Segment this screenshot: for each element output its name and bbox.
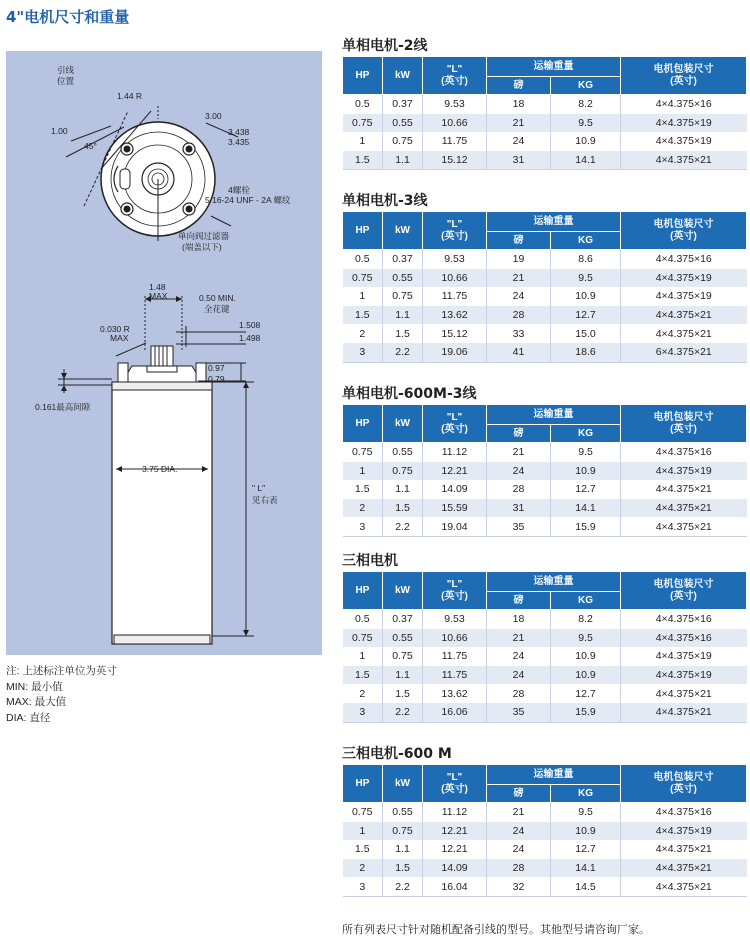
- table-cell: 0.75: [343, 629, 383, 648]
- table-cell: 1.5: [343, 840, 383, 859]
- table-cell: 0.75: [383, 132, 423, 151]
- table-cell: 15.9: [551, 703, 621, 722]
- col-L-label: "L": [446, 411, 463, 423]
- table-cell: 21: [487, 443, 551, 462]
- table-cell: 14.1: [551, 859, 621, 878]
- table-row: [343, 629, 747, 648]
- table-cell: 28: [487, 480, 551, 499]
- table-cell: 4×4.375×21: [621, 703, 747, 722]
- table-row: [343, 877, 747, 896]
- section-title: 三相电机-600 M: [342, 746, 452, 762]
- table-cell: 1: [343, 822, 383, 841]
- table-cell: 19: [487, 250, 551, 269]
- table-cell: 12.7: [551, 306, 621, 325]
- col-L-unit: (英寸): [441, 75, 468, 87]
- footnote: 所有列表尺寸针对随机配备引线的型号。其他型号请咨询厂家。: [342, 924, 650, 936]
- table-cell: 0.75: [343, 443, 383, 462]
- table-cell: 0.5: [343, 610, 383, 629]
- col-L-unit: (英寸): [441, 230, 468, 242]
- table-cell: 4×4.375×19: [621, 647, 747, 666]
- table-cell: 24: [487, 647, 551, 666]
- col-hp: HP: [343, 57, 383, 95]
- table-cell: 4×4.375×19: [621, 822, 747, 841]
- table-cell: 12.21: [423, 840, 487, 859]
- table-cell: 1: [343, 132, 383, 151]
- table-cell: 14.1: [551, 151, 621, 170]
- table-cell: 3: [343, 877, 383, 896]
- col-L-label: "L": [446, 63, 463, 75]
- table-cell: 0.75: [383, 462, 423, 481]
- lbl-lead: 引线: [57, 65, 75, 75]
- table-cell: 2.2: [383, 343, 423, 362]
- motor-dimension-diagram: [6, 51, 322, 655]
- col-L-unit: (英寸): [441, 783, 468, 795]
- col-hp: HP: [343, 212, 383, 250]
- table-cell: 12.7: [551, 480, 621, 499]
- col-L-unit: (英寸): [441, 423, 468, 435]
- table-cell: 11.75: [423, 132, 487, 151]
- table-cell: 1.5: [343, 666, 383, 685]
- table-cell: 2: [343, 499, 383, 518]
- table-cell: 13.62: [423, 684, 487, 703]
- table-cell: 0.75: [383, 647, 423, 666]
- table-cell: 2: [343, 859, 383, 878]
- table-cell: 3: [343, 517, 383, 536]
- table-cell: 10.66: [423, 629, 487, 648]
- table-row: [343, 132, 747, 151]
- spec-section: [342, 551, 746, 723]
- lbl-filter-note: (端盖以下): [182, 242, 222, 252]
- table-cell: 4×4.375×21: [621, 324, 747, 343]
- table-cell: 4×4.375×16: [621, 250, 747, 269]
- table-cell: 4×4.375×21: [621, 840, 747, 859]
- table-cell: 2: [343, 324, 383, 343]
- table-cell: 6×4.375×21: [621, 343, 747, 362]
- table-row: [343, 269, 747, 288]
- col-hp: HP: [343, 572, 383, 610]
- table-cell: 4×4.375×19: [621, 287, 747, 306]
- table-cell: 10.9: [551, 822, 621, 841]
- col-pack-label: 电机包装尺寸: [653, 578, 714, 590]
- table-row: [343, 324, 747, 343]
- table-cell: 8.2: [551, 95, 621, 114]
- col-pack-label: 电机包装尺寸: [653, 771, 714, 783]
- table-cell: 1.1: [383, 306, 423, 325]
- table-cell: 11.75: [423, 666, 487, 685]
- table-row: [343, 822, 747, 841]
- table-cell: 13.62: [423, 306, 487, 325]
- lbl-d1508: 1.508: [239, 320, 261, 330]
- col-kw: kW: [383, 765, 423, 803]
- note-line: MIN: 最小值: [6, 680, 63, 693]
- table-cell: 4×4.375×19: [621, 114, 747, 133]
- lbl-max2: MAX: [110, 333, 129, 343]
- table-cell: 28: [487, 306, 551, 325]
- table-cell: 12.21: [423, 462, 487, 481]
- table-row: [343, 443, 747, 462]
- table-cell: 24: [487, 840, 551, 859]
- table-cell: 35: [487, 703, 551, 722]
- table-cell: 0.37: [383, 610, 423, 629]
- table-cell: 0.55: [383, 269, 423, 288]
- table-cell: 10.9: [551, 287, 621, 306]
- section-title: 单相电机-2线: [342, 38, 428, 54]
- table-row: [343, 250, 747, 269]
- table-cell: 21: [487, 114, 551, 133]
- col-weight: 运输重量: [487, 765, 621, 785]
- table-row: [343, 287, 747, 306]
- table-cell: 14.09: [423, 859, 487, 878]
- spec-section: [342, 384, 746, 537]
- table-cell: 12.7: [551, 840, 621, 859]
- table-cell: 1.1: [383, 151, 423, 170]
- table-cell: 8.2: [551, 610, 621, 629]
- table-cell: 0.75: [343, 803, 383, 822]
- table-cell: 19.04: [423, 517, 487, 536]
- table-cell: 15.59: [423, 499, 487, 518]
- table-cell: 14.5: [551, 877, 621, 896]
- table-row: [343, 610, 747, 629]
- table-cell: 1.5: [343, 306, 383, 325]
- table-cell: 4×4.375×21: [621, 684, 747, 703]
- table-row: [343, 499, 747, 518]
- table-cell: 0.75: [343, 114, 383, 133]
- lbl-d050: 0.50 MIN.: [199, 293, 236, 303]
- table-cell: 31: [487, 151, 551, 170]
- section-title: 单相电机-3线: [342, 193, 428, 209]
- col-weight: 运输重量: [487, 405, 621, 425]
- table-row: [343, 114, 747, 133]
- col-L-label: "L": [446, 218, 463, 230]
- lbl-dia: 3.75 DIA.: [142, 464, 178, 474]
- table-cell: 15.12: [423, 324, 487, 343]
- col-kg: KG: [551, 232, 621, 250]
- table-row: [343, 703, 747, 722]
- table-cell: 2: [343, 684, 383, 703]
- table-cell: 9.53: [423, 610, 487, 629]
- table-cell: 1.5: [383, 499, 423, 518]
- col-pack-label: 电机包装尺寸: [653, 411, 714, 423]
- table-cell: 11.12: [423, 803, 487, 822]
- table-cell: 11.75: [423, 647, 487, 666]
- table-cell: 18: [487, 95, 551, 114]
- section-title: 单相电机-600M-3线: [342, 386, 477, 402]
- table-row: [343, 517, 747, 536]
- table-cell: 10.9: [551, 666, 621, 685]
- col-pack-unit: (英寸): [670, 75, 697, 87]
- col-weight: 运输重量: [487, 212, 621, 232]
- table-row: [343, 666, 747, 685]
- spec-table: [342, 211, 747, 363]
- lbl-r144: 1.44 R: [117, 91, 143, 101]
- table-cell: 10.66: [423, 269, 487, 288]
- col-lb: 磅: [487, 785, 551, 803]
- note-line: MAX: 最大值: [6, 696, 67, 708]
- lbl-spline: 全花键: [204, 304, 230, 314]
- col-pack-unit: (英寸): [670, 423, 697, 435]
- spec-section: [342, 36, 746, 170]
- col-pack-label: 电机包装尺寸: [653, 63, 714, 75]
- lbl-max: MAX: [149, 291, 168, 301]
- table-cell: 4×4.375×19: [621, 462, 747, 481]
- table-cell: 11.75: [423, 287, 487, 306]
- table-cell: 0.37: [383, 95, 423, 114]
- col-pack: [621, 572, 747, 610]
- col-kg: KG: [551, 425, 621, 443]
- table-cell: 14.09: [423, 480, 487, 499]
- table-cell: 4×4.375×21: [621, 877, 747, 896]
- col-hp: HP: [343, 765, 383, 803]
- table-row: [343, 859, 747, 878]
- lbl-L-note: 见右表: [252, 495, 278, 505]
- table-cell: 4×4.375×19: [621, 269, 747, 288]
- table-cell: 2.2: [383, 877, 423, 896]
- lbl-d3438: 3.438: [228, 127, 250, 137]
- table-cell: 0.55: [383, 803, 423, 822]
- table-cell: 1.5: [383, 324, 423, 343]
- lbl-r0030: 0.030 R: [100, 324, 130, 334]
- table-cell: 4×4.375×21: [621, 499, 747, 518]
- table-cell: 24: [487, 287, 551, 306]
- end-view: [66, 106, 238, 241]
- table-row: [343, 803, 747, 822]
- table-cell: 2.2: [383, 703, 423, 722]
- table-cell: 10.9: [551, 647, 621, 666]
- table-cell: 1: [343, 462, 383, 481]
- note-line: DIA: 直径: [6, 711, 51, 724]
- spec-table: [342, 764, 747, 897]
- table-cell: 1.1: [383, 666, 423, 685]
- table-cell: 4×4.375×19: [621, 666, 747, 685]
- col-L-label: "L": [446, 771, 463, 783]
- table-cell: 9.53: [423, 95, 487, 114]
- table-cell: 41: [487, 343, 551, 362]
- notes: [6, 664, 117, 726]
- table-cell: 0.75: [383, 287, 423, 306]
- lbl-d100: 1.00: [51, 126, 68, 136]
- table-cell: 21: [487, 269, 551, 288]
- motor-drawing: [6, 51, 322, 655]
- table-cell: 4×4.375×16: [621, 803, 747, 822]
- table-cell: 9.5: [551, 269, 621, 288]
- table-cell: 3: [343, 343, 383, 362]
- table-cell: 32: [487, 877, 551, 896]
- table-row: [343, 343, 747, 362]
- lbl-L: " L": [252, 483, 266, 493]
- col-kw: kW: [383, 57, 423, 95]
- table-row: [343, 684, 747, 703]
- table-cell: 4×4.375×16: [621, 95, 747, 114]
- col-pack-unit: (英寸): [670, 230, 697, 242]
- table-cell: 14.1: [551, 499, 621, 518]
- col-pack-unit: (英寸): [670, 783, 697, 795]
- table-cell: 4×4.375×21: [621, 151, 747, 170]
- table-cell: 16.06: [423, 703, 487, 722]
- spec-section: [342, 191, 746, 363]
- table-cell: 15.9: [551, 517, 621, 536]
- table-cell: 15.12: [423, 151, 487, 170]
- col-kg: KG: [551, 785, 621, 803]
- table-cell: 28: [487, 859, 551, 878]
- col-lb: 磅: [487, 232, 551, 250]
- table-cell: 21: [487, 803, 551, 822]
- col-kw: kW: [383, 405, 423, 443]
- table-cell: 1.1: [383, 840, 423, 859]
- col-L: [423, 212, 487, 250]
- table-cell: 24: [487, 822, 551, 841]
- col-pack: [621, 765, 747, 803]
- table-cell: 4×4.375×21: [621, 480, 747, 499]
- spec-table: [342, 571, 747, 723]
- lbl-d148: 1.48: [149, 282, 166, 292]
- table-cell: 10.9: [551, 462, 621, 481]
- table-cell: 9.53: [423, 250, 487, 269]
- table-cell: 9.5: [551, 443, 621, 462]
- table-cell: 18: [487, 610, 551, 629]
- col-weight: 运输重量: [487, 57, 621, 77]
- col-kw: kW: [383, 572, 423, 610]
- lbl-bolts: 4螺栓: [228, 185, 250, 195]
- spec-table: [342, 404, 747, 537]
- table-cell: 11.12: [423, 443, 487, 462]
- table-cell: 1.5: [343, 480, 383, 499]
- table-cell: 16.04: [423, 877, 487, 896]
- table-cell: 4×4.375×21: [621, 859, 747, 878]
- table-cell: 0.55: [383, 443, 423, 462]
- table-row: [343, 306, 747, 325]
- spec-section: [342, 744, 746, 897]
- table-cell: 24: [487, 666, 551, 685]
- table-cell: 4×4.375×16: [621, 610, 747, 629]
- table-cell: 3: [343, 703, 383, 722]
- page-title: 4"电机尺寸和重量: [6, 8, 130, 26]
- lbl-gap: 0.161最高间隙: [35, 402, 91, 412]
- col-L: [423, 765, 487, 803]
- table-cell: 18.6: [551, 343, 621, 362]
- lbl-d3435: 3.435: [228, 137, 250, 147]
- table-cell: 9.5: [551, 114, 621, 133]
- table-row: [343, 647, 747, 666]
- table-cell: 28: [487, 684, 551, 703]
- table-cell: 12.21: [423, 822, 487, 841]
- table-cell: 0.75: [383, 822, 423, 841]
- table-cell: 0.37: [383, 250, 423, 269]
- table-cell: 12.7: [551, 684, 621, 703]
- lbl-position: 位置: [57, 76, 75, 86]
- table-cell: 4×4.375×21: [621, 306, 747, 325]
- table-cell: 1.1: [383, 480, 423, 499]
- table-cell: 0.55: [383, 114, 423, 133]
- table-row: [343, 462, 747, 481]
- col-L-unit: (英寸): [441, 590, 468, 602]
- col-L: [423, 572, 487, 610]
- lbl-d097: 0.97: [208, 363, 225, 373]
- table-cell: 1.5: [383, 859, 423, 878]
- table-cell: 35: [487, 517, 551, 536]
- table-cell: 31: [487, 499, 551, 518]
- table-cell: 21: [487, 629, 551, 648]
- col-pack-unit: (英寸): [670, 590, 697, 602]
- col-kg: KG: [551, 77, 621, 95]
- table-cell: 8.6: [551, 250, 621, 269]
- spec-table: [342, 56, 747, 170]
- table-cell: 2.2: [383, 517, 423, 536]
- note-line: 注: 上述标注单位为英寸: [6, 665, 117, 677]
- table-cell: 33: [487, 324, 551, 343]
- table-cell: 0.5: [343, 95, 383, 114]
- col-lb: 磅: [487, 77, 551, 95]
- table-cell: 24: [487, 462, 551, 481]
- col-hp: HP: [343, 405, 383, 443]
- col-pack: [621, 57, 747, 95]
- col-kg: KG: [551, 592, 621, 610]
- table-cell: 1.5: [383, 684, 423, 703]
- table-cell: 9.5: [551, 629, 621, 648]
- col-kw: kW: [383, 212, 423, 250]
- table-cell: 4×4.375×16: [621, 443, 747, 462]
- table-cell: 0.5: [343, 250, 383, 269]
- lbl-d1498: 1.498: [239, 333, 261, 343]
- col-L-label: "L": [446, 578, 463, 590]
- lbl-d079: 0.79: [208, 374, 225, 384]
- lbl-d300: 3.00: [205, 111, 222, 121]
- table-row: [343, 95, 747, 114]
- lbl-thread: 5/16-24 UNF - 2A 螺纹: [205, 195, 291, 205]
- table-cell: 10.66: [423, 114, 487, 133]
- section-title: 三相电机: [342, 553, 398, 569]
- table-cell: 0.75: [343, 269, 383, 288]
- col-pack-label: 电机包装尺寸: [653, 218, 714, 230]
- table-cell: 4×4.375×19: [621, 132, 747, 151]
- table-row: [343, 151, 747, 170]
- table-cell: 15.0: [551, 324, 621, 343]
- col-pack: [621, 212, 747, 250]
- col-L: [423, 57, 487, 95]
- table-cell: 1: [343, 647, 383, 666]
- table-cell: 1.5: [343, 151, 383, 170]
- lbl-deg45: 45°: [84, 141, 97, 151]
- col-L: [423, 405, 487, 443]
- table-cell: 9.5: [551, 803, 621, 822]
- table-cell: 4×4.375×16: [621, 629, 747, 648]
- table-cell: 0.55: [383, 629, 423, 648]
- col-lb: 磅: [487, 592, 551, 610]
- table-row: [343, 480, 747, 499]
- table-cell: 24: [487, 132, 551, 151]
- col-pack: [621, 405, 747, 443]
- table-cell: 10.9: [551, 132, 621, 151]
- table-cell: 1: [343, 287, 383, 306]
- col-weight: 运输重量: [487, 572, 621, 592]
- table-cell: 19.06: [423, 343, 487, 362]
- table-cell: 4×4.375×21: [621, 517, 747, 536]
- lbl-filter: 单向阀过滤器: [178, 231, 230, 241]
- col-lb: 磅: [487, 425, 551, 443]
- table-row: [343, 840, 747, 859]
